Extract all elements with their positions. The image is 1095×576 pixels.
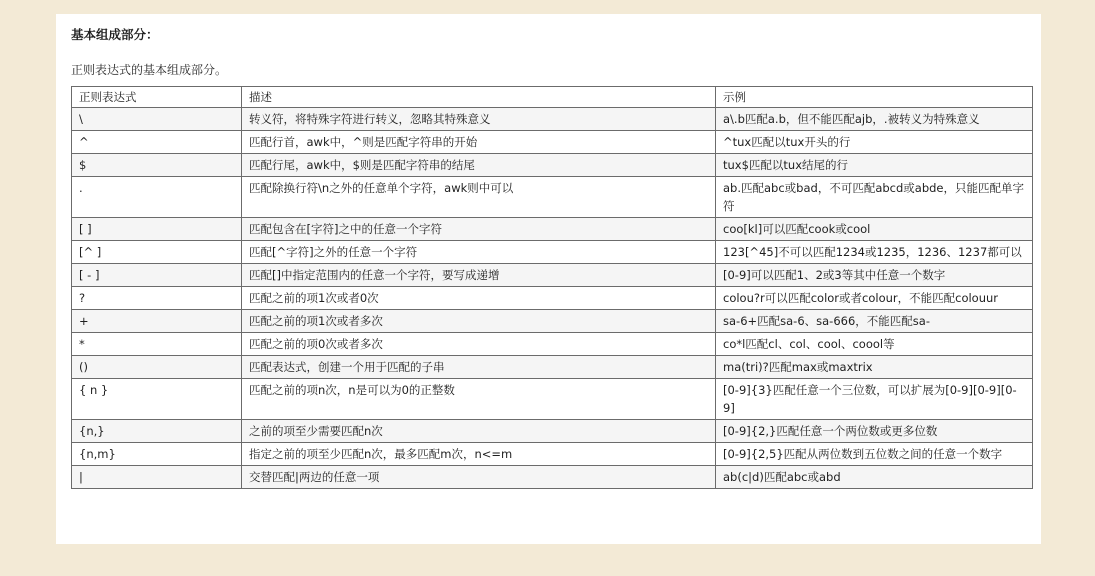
- cell-example: [0-9]可以匹配1、2或3等其中任意一个数字: [716, 264, 1033, 287]
- table-row: [72, 443, 1033, 466]
- table-row: [72, 177, 1033, 218]
- table-row: [72, 379, 1033, 420]
- cell-regex: .: [72, 177, 242, 218]
- cell-example: tux$匹配以tux结尾的行: [716, 154, 1033, 177]
- table-row: [72, 420, 1033, 443]
- table-row: [72, 333, 1033, 356]
- cell-description: 匹配之前的项n次，n是可以为0的正整数: [242, 379, 716, 420]
- table-row: [72, 218, 1033, 241]
- cell-description: 匹配行尾，awk中，$则是匹配字符串的结尾: [242, 154, 716, 177]
- cell-regex: *: [72, 333, 242, 356]
- cell-example: colou?r可以匹配color或者colour，不能匹配colouur: [716, 287, 1033, 310]
- cell-description: 匹配[^字符]之外的任意一个字符: [242, 241, 716, 264]
- table-row: [72, 264, 1033, 287]
- cell-description: 匹配之前的项1次或者多次: [242, 310, 716, 333]
- cell-example: [0-9]{2,}匹配任意一个两位数或更多位数: [716, 420, 1033, 443]
- cell-description: 交替匹配|两边的任意一项: [242, 466, 716, 489]
- cell-regex: [^ ]: [72, 241, 242, 264]
- table-row: [72, 131, 1033, 154]
- cell-example: ab(c|d)匹配abc或abd: [716, 466, 1033, 489]
- cell-example: [0-9]{2,5}匹配从两位数到五位数之间的任意一个数字: [716, 443, 1033, 466]
- cell-regex: { n }: [72, 379, 242, 420]
- cell-example: [0-9]{3}匹配任意一个三位数，可以扩展为[0-9][0-9][0-9]: [716, 379, 1033, 420]
- header-description: 描述: [242, 87, 716, 108]
- header-example: 示例: [716, 87, 1033, 108]
- cell-description: 匹配行首，awk中，^则是匹配字符串的开始: [242, 131, 716, 154]
- cell-example: ^tux匹配以tux开头的行: [716, 131, 1033, 154]
- section-subtitle: 正则表达式的基本组成部分。: [71, 63, 228, 77]
- cell-regex: (): [72, 356, 242, 379]
- regex-table: [71, 86, 1033, 489]
- cell-regex: |: [72, 466, 242, 489]
- cell-regex: \: [72, 108, 242, 131]
- cell-example: co*l匹配cl、col、cool、coool等: [716, 333, 1033, 356]
- cell-example: sa-6+匹配sa-6、sa-666，不能匹配sa-: [716, 310, 1033, 333]
- table-row: [72, 108, 1033, 131]
- cell-regex: +: [72, 310, 242, 333]
- cell-description: 匹配[]中指定范围内的任意一个字符，要写成递增: [242, 264, 716, 287]
- table-header-row: [72, 87, 1033, 108]
- table-row: [72, 466, 1033, 489]
- cell-description: 转义符，将特殊字符进行转义，忽略其特殊意义: [242, 108, 716, 131]
- cell-example: coo[kl]可以匹配cook或cool: [716, 218, 1033, 241]
- cell-example: ab.匹配abc或bad，不可匹配abcd或abde，只能匹配单字符: [716, 177, 1033, 218]
- cell-description: 指定之前的项至少匹配n次，最多匹配m次，n<=m: [242, 443, 716, 466]
- table-row: [72, 241, 1033, 264]
- table-row: [72, 154, 1033, 177]
- cell-regex: {n,m}: [72, 443, 242, 466]
- cell-description: 之前的项至少需要匹配n次: [242, 420, 716, 443]
- cell-description: 匹配除换行符\n之外的任意单个字符，awk则中可以: [242, 177, 716, 218]
- cell-example: 123[^45]不可以匹配1234或1235，1236、1237都可以: [716, 241, 1033, 264]
- table-row: [72, 356, 1033, 379]
- cell-example: a\.b匹配a.b，但不能匹配ajb，.被转义为特殊意义: [716, 108, 1033, 131]
- cell-regex: ^: [72, 131, 242, 154]
- section-heading: 基本组成部分：: [71, 27, 159, 42]
- cell-regex: [ - ]: [72, 264, 242, 287]
- header-regex: 正则表达式: [72, 87, 242, 108]
- cell-description: 匹配表达式，创建一个用于匹配的子串: [242, 356, 716, 379]
- cell-regex: ?: [72, 287, 242, 310]
- cell-description: 匹配之前的项0次或者多次: [242, 333, 716, 356]
- cell-regex: {n,}: [72, 420, 242, 443]
- content-panel: [56, 14, 1041, 544]
- cell-regex: $: [72, 154, 242, 177]
- cell-example: ma(tri)?匹配max或maxtrix: [716, 356, 1033, 379]
- cell-description: 匹配之前的项1次或者0次: [242, 287, 716, 310]
- cell-regex: [ ]: [72, 218, 242, 241]
- cell-description: 匹配包含在[字符]之中的任意一个字符: [242, 218, 716, 241]
- table-row: [72, 287, 1033, 310]
- table-row: [72, 310, 1033, 333]
